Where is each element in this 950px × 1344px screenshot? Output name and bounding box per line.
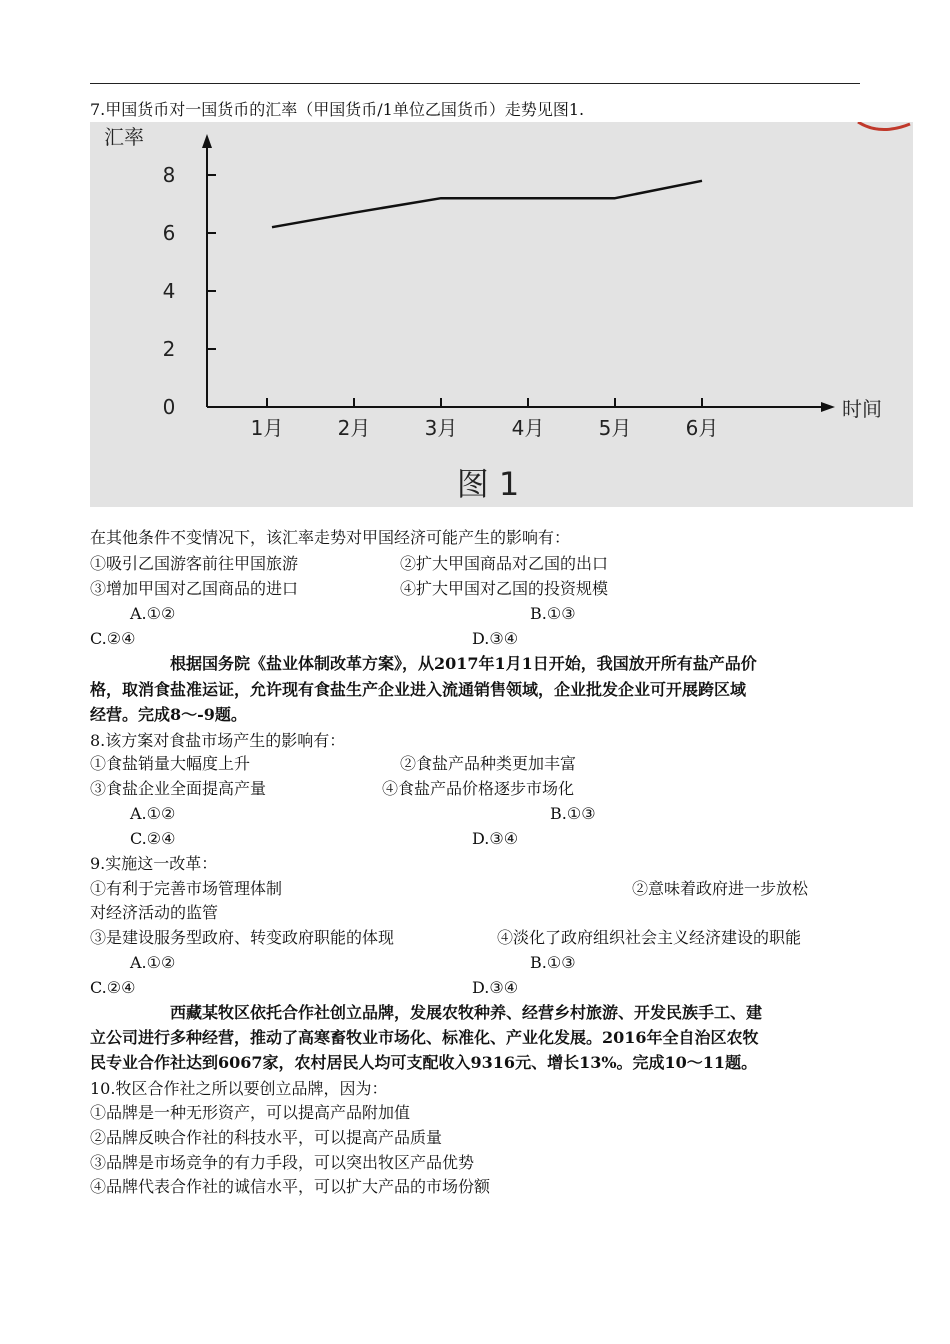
q8-stem: 8.该方案对食盐市场产生的影响有： [90,731,346,750]
y-axis-label: 汇率 [104,125,144,149]
passage2-line1: 西藏某牧区依托合作社创立品牌，发展农牧种养、经营乡村旅游、开发民族手工、建 [170,1003,763,1022]
q8-choice-b[interactable]: B.①③ [550,804,596,823]
q9-option-1: ①有利于完善市场管理体制 [90,879,283,898]
q7-choice-b[interactable]: B.①③ [530,604,576,623]
q10-option-4: ④品牌代表合作社的诚信水平，可以扩大产品的市场份额 [90,1177,491,1196]
q10-option-3: ③品牌是市场竞争的有力手段，可以突出牧区产品优势 [90,1153,475,1172]
q9-option-3: ③是建设服务型政府、转变政府职能的体现 [90,928,395,947]
passage2-line2: 立公司进行多种经营，推动了高寒畜牧业市场化、标准化、产业化发展。2016年全自治区农牧 [90,1028,759,1047]
header-rule [90,83,860,84]
passage2-line3: 民专业合作社达到6067家，农村居民人均可支配收入9316元、增长13%。完成10～11题。 [90,1053,758,1072]
q9-choice-a[interactable]: A.①② [130,953,176,972]
q8-option-3: ③食盐企业全面提高产量 [90,779,267,798]
q9-option-2: ②意味着政府进一步放松 [632,879,809,898]
q7-option-4: ④扩大甲国对乙国的投资规模 [400,579,609,598]
passage1-line2: 格，取消食盐准运证，允许现有食盐生产企业进入流通销售领域，企业批发企业可开展跨区域 [90,680,747,699]
chart-corner-mark [858,122,910,130]
q8-option-2: ②食盐产品种类更加丰富 [400,754,577,773]
passage1-line3: 经营。完成8～-9题。 [90,705,247,724]
q10-option-2: ②品牌反映合作社的科技水平，可以提高产品质量 [90,1128,443,1147]
q9-choice-d[interactable]: D.③④ [472,978,519,997]
y-tick-label: 6 [162,221,176,245]
x-axis-label: 时间 [842,397,882,421]
x-tick-label: 6月 [685,416,719,440]
passage1-line1: 根据国务院《盐业体制改革方案》，从2017年1月1日开始，我国放开所有盐产品价 [170,654,757,673]
q9-stem: 9.实施这一改革： [90,854,218,873]
x-tick-label: 1月 [250,416,284,440]
q7-option-1: ①吸引乙国游客前往甲国旅游 [90,554,299,573]
q8-choice-c[interactable]: C.②④ [130,829,176,848]
exchange-rate-chart [90,122,913,507]
q7-choice-a[interactable]: A.①② [130,604,176,623]
q7-option-3: ③增加甲国对乙国商品的进口 [90,579,299,598]
x-tick-label: 3月 [424,416,458,440]
y-tick-label: 2 [162,337,176,361]
q7-choice-c[interactable]: C.②④ [90,629,136,648]
x-tick-label: 5月 [598,416,632,440]
y-tick-label: 0 [162,395,176,419]
y-tick-label: 8 [162,163,176,187]
exchange-rate-figure [90,122,913,507]
q9-option-4: ④淡化了政府组织社会主义经济建设的职能 [497,928,802,947]
q9-option-2-continued: 对经济活动的监管 [90,903,219,922]
exchange-rate-line [272,181,702,227]
q7-question: 在其他条件不变情况下，该汇率走势对甲国经济可能产生的影响有： [90,528,571,547]
q9-choice-c[interactable]: C.②④ [90,978,136,997]
x-tick-label: 4月 [511,416,545,440]
figure-caption: 图 1 [456,465,520,503]
q10-option-1: ①品牌是一种无形资产，可以提高产品附加值 [90,1103,411,1122]
q7-choice-d[interactable]: D.③④ [472,629,519,648]
q9-choice-b[interactable]: B.①③ [530,953,576,972]
y-tick-label: 4 [162,279,176,303]
q8-option-1: ①食盐销量大幅度上升 [90,754,251,773]
q10-stem: 10.牧区合作社之所以要创立品牌，因为： [90,1079,388,1098]
q8-choice-a[interactable]: A.①② [130,804,176,823]
x-axis-arrow [821,402,835,412]
q8-choice-d[interactable]: D.③④ [472,829,519,848]
x-tick-label: 2月 [337,416,371,440]
q7-stem: 7.甲国货币对一国货币的汇率（甲国货币/1单位乙国货币）走势见图1. [90,100,585,119]
y-axis-arrow [202,134,212,148]
q7-option-2: ②扩大甲国商品对乙国的出口 [400,554,609,573]
q8-option-4: ④食盐产品价格逐步市场化 [382,779,575,798]
